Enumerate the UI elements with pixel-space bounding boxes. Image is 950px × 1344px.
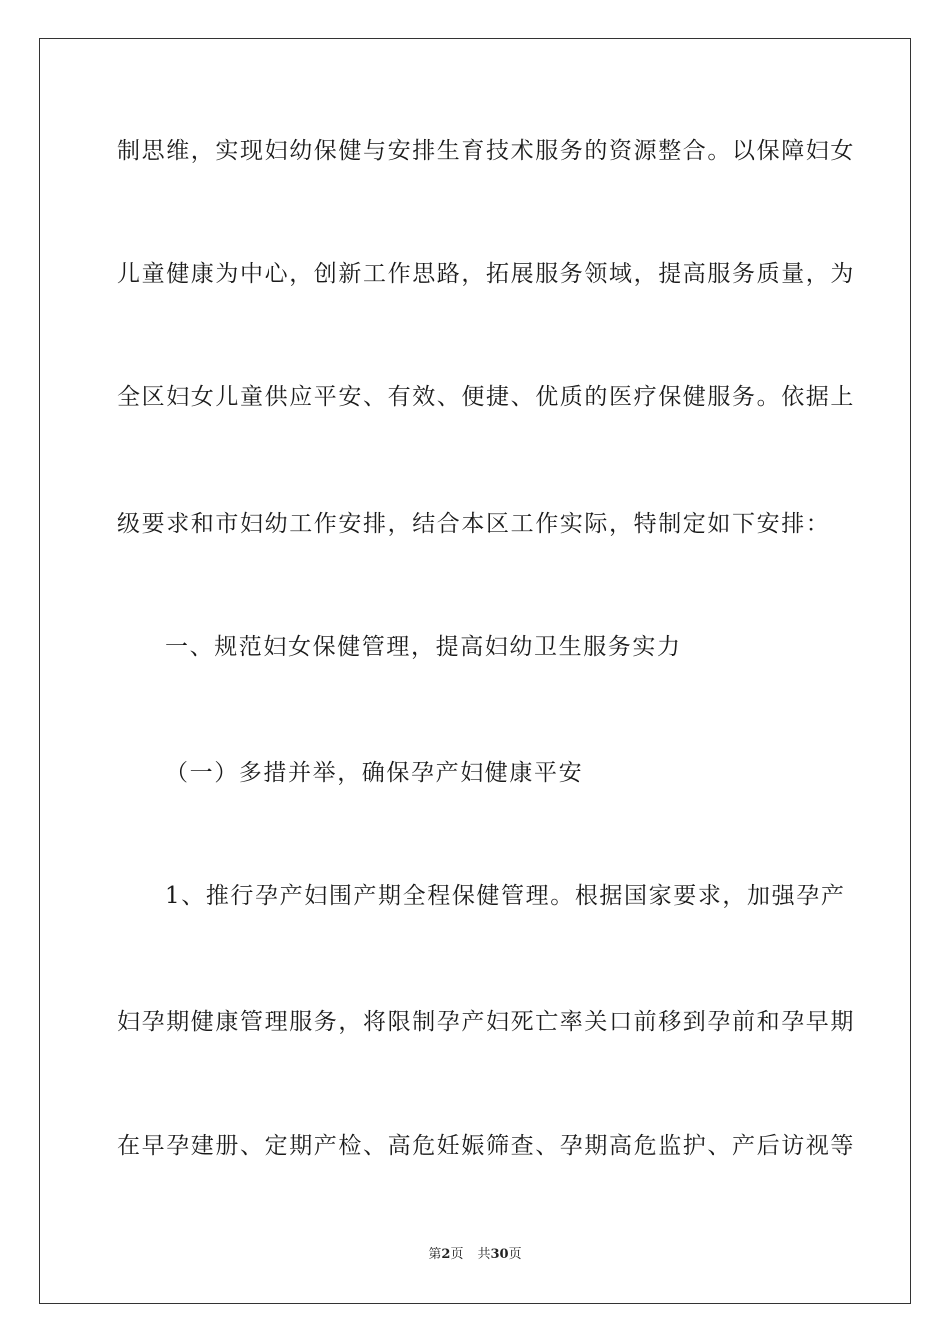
paragraph-line-2: 儿童健康为中心，创新工作思路，拓展服务领域，提高服务质量，为 [117, 261, 855, 287]
section-heading: 一、规范妇女保健管理，提高妇幼卫生服务实力 [165, 634, 682, 660]
page-prefix: 第 [428, 1247, 442, 1262]
paragraph-line-3: 全区妇女儿童供应平安、有效、便捷、优质的医疗保健服务。依据上 [117, 384, 855, 410]
subsection-heading: （一）多措并举，确保孕产妇健康平安 [165, 760, 584, 786]
total-suffix: 页 [508, 1247, 522, 1262]
paragraph-line-1: 制思维，实现妇幼保健与安排生育技术服务的资源整合。以保障妇女 [117, 138, 855, 164]
page-footer [0, 1246, 950, 1264]
total-pages: 30 [490, 1247, 509, 1262]
total-prefix: 共 [477, 1247, 491, 1262]
item-1-line-1: 1、推行孕产妇围产期全程保健管理。根据国家要求，加强孕产 [165, 883, 846, 909]
paragraph-line-4: 级要求和市妇幼工作安排，结合本区工作实际，特制定如下安排： [117, 511, 831, 537]
page-suffix: 页 [450, 1247, 464, 1262]
page-number: 2 [441, 1247, 451, 1262]
item-1-line-2: 妇孕期健康管理服务，将限制孕产妇死亡率关口前移到孕前和孕早期 [117, 1009, 855, 1035]
item-1-line-3: 在早孕建册、定期产检、高危妊娠筛查、孕期高危监护、产后访视等 [117, 1133, 855, 1159]
page-border [39, 38, 911, 1304]
